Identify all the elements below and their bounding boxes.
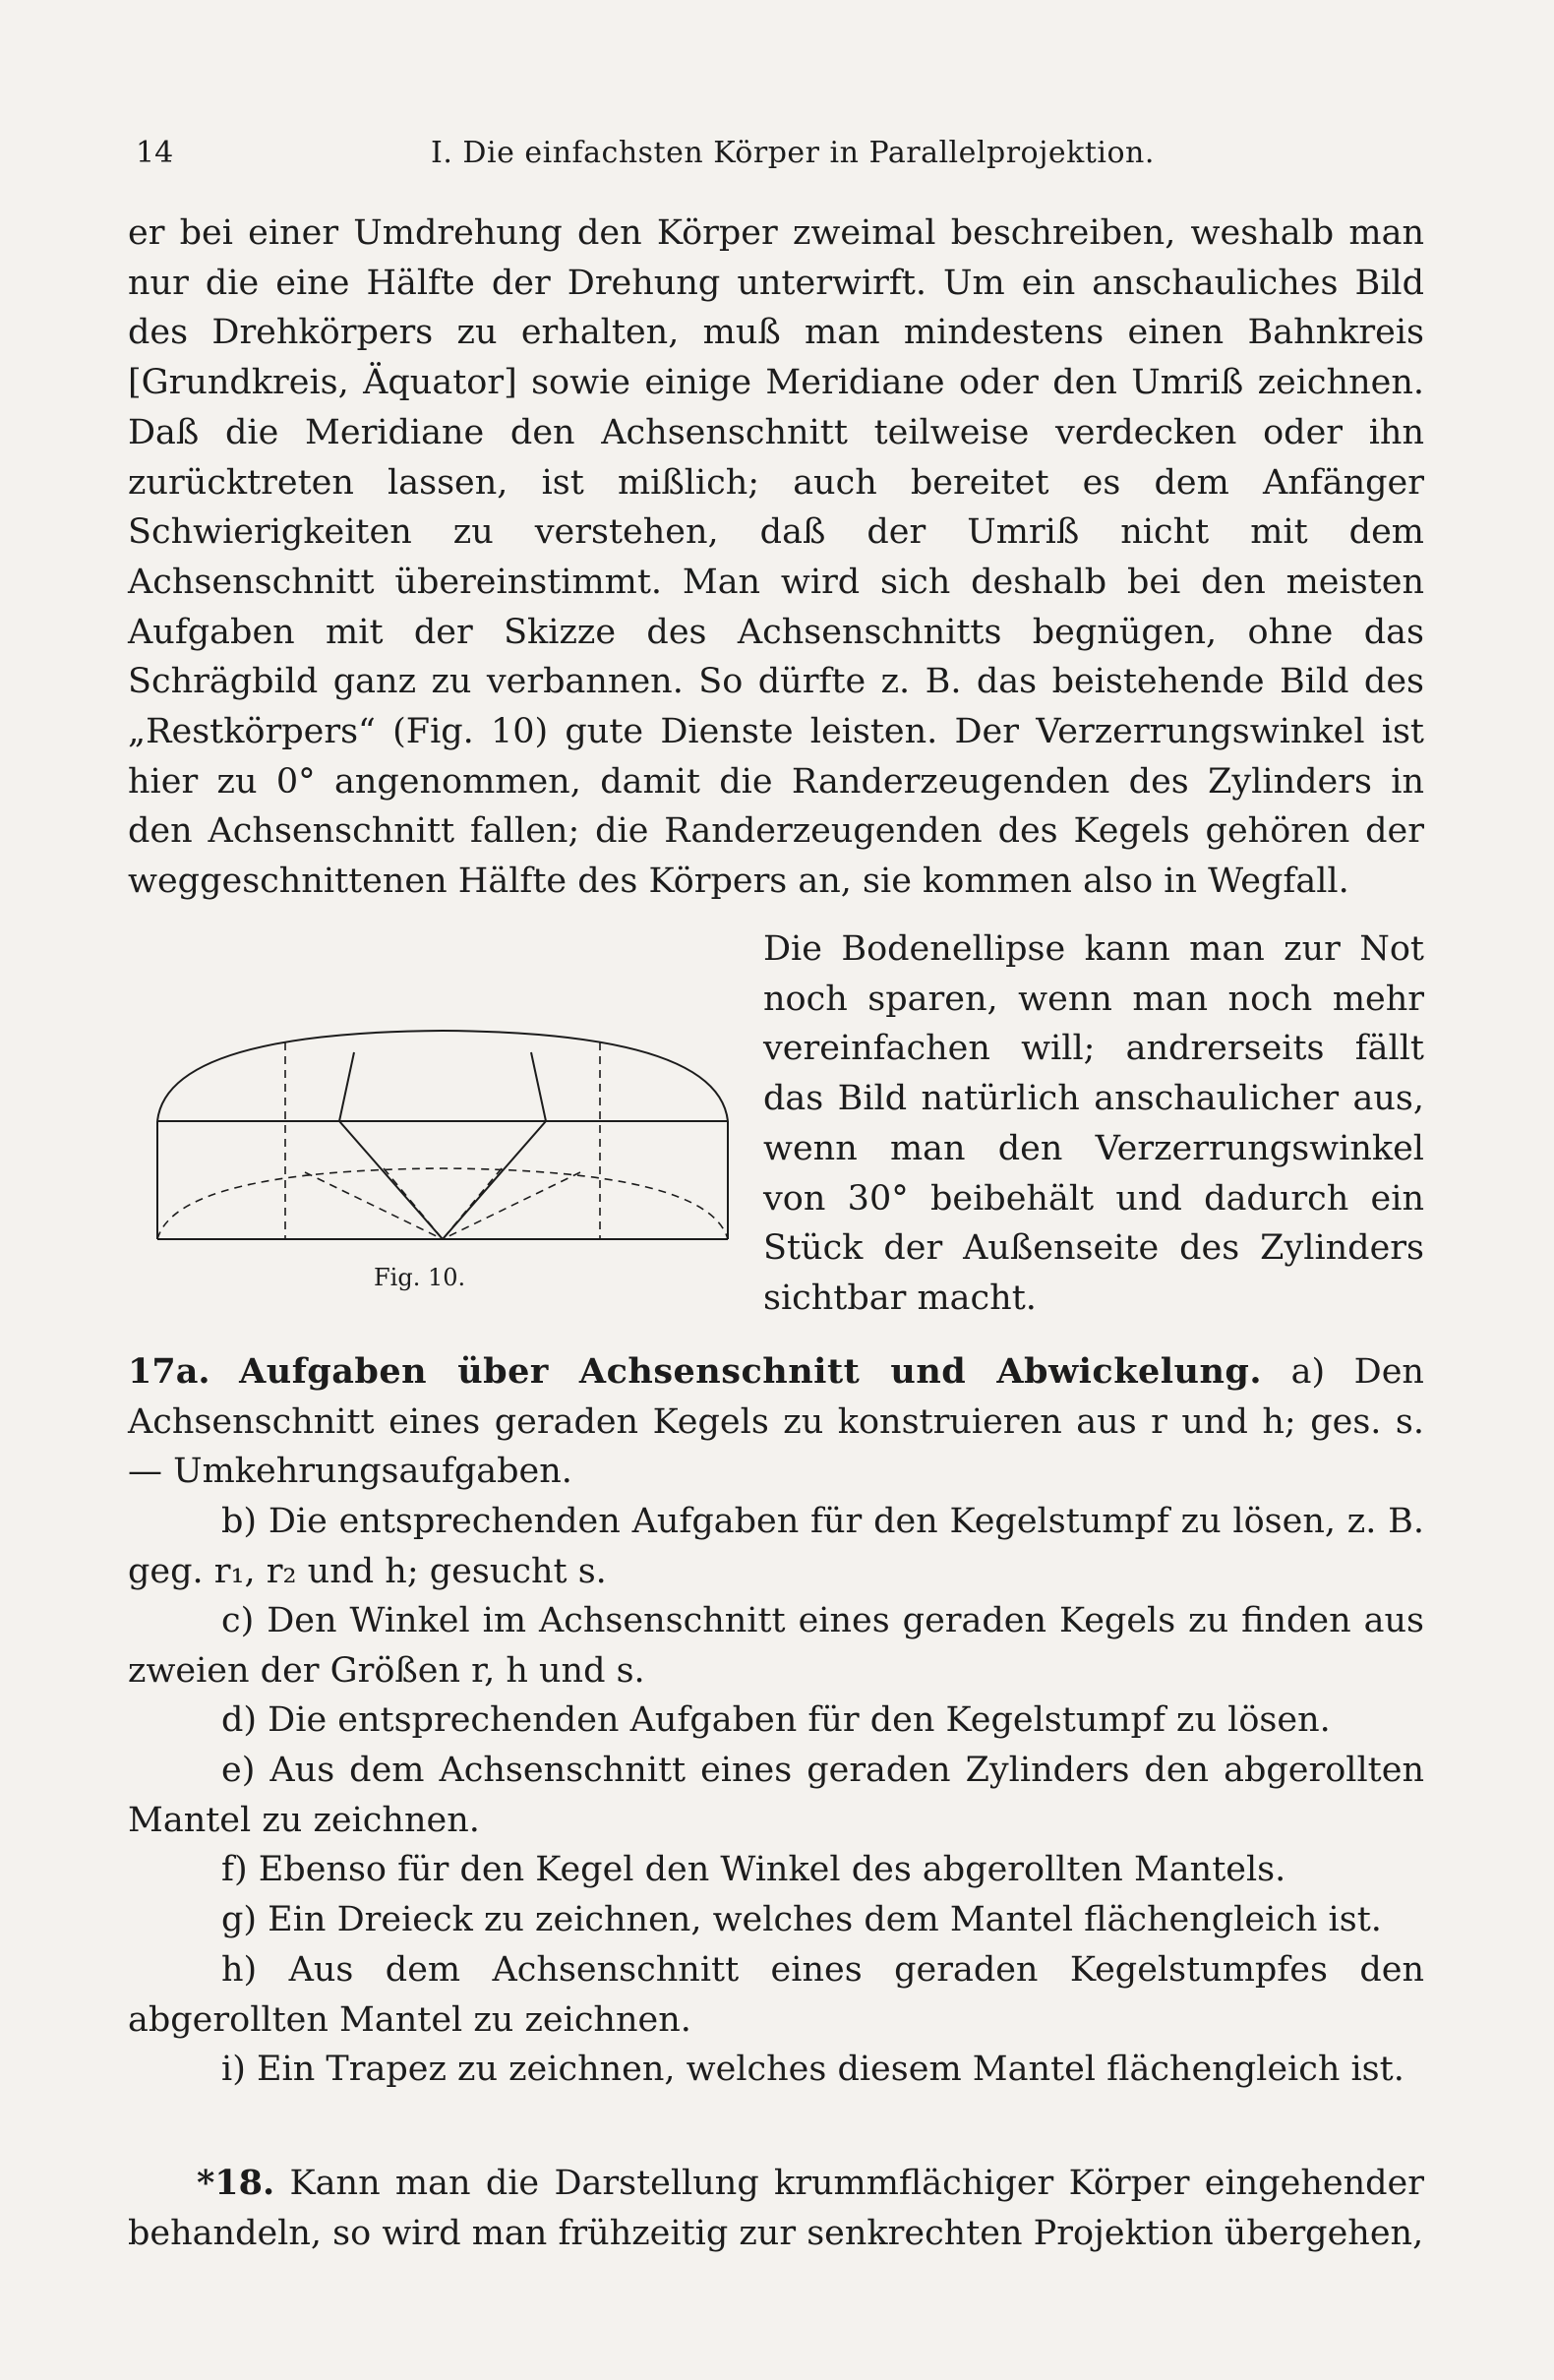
paragraph-18-number: *18. [197,2163,275,2203]
dashed-base-ellipse [157,1168,728,1239]
list-item-b: b) Die entsprechenden Aufgaben für den Kegelstumpf zu lösen, z. B. geg. r₁, r₂ und h; gesucht s. [128,1502,1424,1591]
list-item-d: d) Die entsprechenden Aufgaben für den Kegelstumpf zu lösen. [221,1700,1331,1740]
cone-top-left [339,1052,354,1121]
dashed-fan-1 [305,1172,443,1239]
cone-top-right [531,1052,546,1121]
dashed-fan-2 [443,1172,580,1239]
paragraph-18 [128,2159,1424,2258]
list-item-c: c) Den Winkel im Achsenschnitt eines geraden Kegels zu finden aus zweien der Größen r, h und s. [128,1601,1424,1691]
section-intro: a) Den Achsenschnitt eines geraden Kegels zu konstruieren aus r und h; ges. s. — Umkehrungsaufgaben. [128,1352,1424,1492]
cone-line-right [443,1121,546,1239]
list-item-h: h) Aus dem Achsenschnitt eines geraden Kegelstumpfes den abgerollten Mantel zu zeichnen. [128,1950,1424,2040]
section-number: 17a. [128,1351,210,1392]
paragraph-18-text: Kann man die Darstellung krummflächiger Körper eingehender behandeln, so wird man frühzeitig zur senkrechten Projektion übergehen, [128,2164,1424,2253]
wrapped-paragraph: Die Bodenellipse kann man zur Not noch sparen, wenn man noch mehr vereinfachen will; andrerseits fällt das Bild natürlich anschaulicher aus, wenn man den Verzerrungswinkel von 30° beibehält und dadurch ein Stück der Außenseite des Zylinders sichtbar macht. [763,929,1424,1318]
figure-caption: Fig. 10. [374,1264,466,1291]
section-17a [128,1347,1424,1497]
section-title: Aufgaben über Achsenschnitt und Abwickelung. [239,1351,1263,1392]
running-title: I. Die einfachsten Körper in Parallelprojektion. [431,136,1155,170]
figure-wrap-block [128,924,1424,1324]
dome-arc [157,1031,728,1121]
list-item-g: g) Ein Dreieck zu zeichnen, welches dem Mantel flächengleich ist. [221,1900,1382,1939]
restkoerper-diagram [148,1023,738,1259]
page-number: 14 [136,136,174,170]
list-item-e: e) Aus dem Achsenschnitt eines geraden Zylinders den abgerollten Mantel zu zeichnen. [128,1751,1424,1840]
figure-10 [128,924,738,1308]
page-header [136,136,1424,179]
cone-line-left [339,1121,443,1239]
list-item-f: f) Ebenso für den Kegel den Winkel des abgerollten Mantels. [221,1850,1286,1889]
list-item-i: i) Ein Trapez zu zeichnen, welches diesem Mantel flächengleich ist. [221,2050,1405,2089]
intro-paragraph: er bei einer Umdrehung den Körper zweimal beschreiben, weshalb man nur die eine Hälfte der Drehung unterwirft. Um ein anschauliches Bild des Drehkörpers zu erhalten, muß man mindestens einen Bahnkreis [Grundkreis, Äquator] sowie einige Meridiane oder den Umriß zeichnen. Daß die Meridiane den Achsenschnitt teilweise verdecken oder ihn zurücktreten lassen, ist mißlich; auch bereitet es dem Anfänger Schwierigkeiten zu verstehen, daß der Umriß nicht mit dem Achsenschnitt übereinstimmt. Man wird sich deshalb bei den meisten Aufgaben mit der Skizze des Achsenschnitts begnügen, ohne das Schrägbild ganz zu verbannen. So dürfte z. B. das beistehende Bild des „Restkörpers“ (Fig. 10) gute Dienste leisten. Der Verzerrungswinkel ist hier zu 0° angenommen, damit die Randerzeugenden des Zylinders in den Achsenschnitt fallen; die Randerzeugenden des Kegels gehören der weggeschnittenen Hälfte des Körpers an, sie kommen also in Wegfall. [128,213,1424,902]
